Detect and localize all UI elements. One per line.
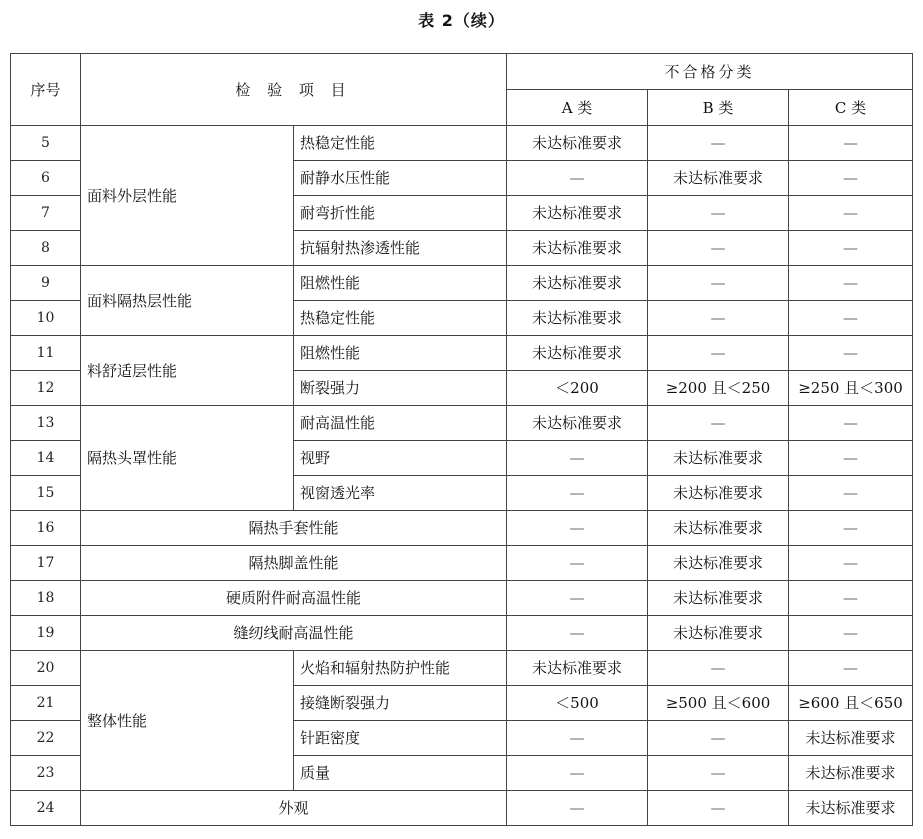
- row-number: 16: [11, 511, 81, 546]
- row-number: 15: [11, 476, 81, 511]
- class-c-cell: ≥250 且＜300: [789, 371, 913, 406]
- class-a-cell: 未达标准要求: [507, 336, 648, 371]
- class-b-cell: —: [648, 301, 789, 336]
- class-a-cell: —: [507, 581, 648, 616]
- class-a-cell: —: [507, 441, 648, 476]
- table-row: [11, 581, 913, 616]
- group-name: 整体性能: [81, 651, 294, 791]
- class-b-cell: —: [648, 196, 789, 231]
- row-number: 12: [11, 371, 81, 406]
- row-number: 7: [11, 196, 81, 231]
- row-number: 6: [11, 161, 81, 196]
- row-number: 24: [11, 791, 81, 826]
- class-c-cell: —: [789, 336, 913, 371]
- class-c-cell: —: [789, 161, 913, 196]
- row-number: 14: [11, 441, 81, 476]
- class-a-cell: 未达标准要求: [507, 406, 648, 441]
- table-row: [11, 336, 913, 371]
- group-name: 隔热头罩性能: [81, 406, 294, 511]
- class-b-cell: —: [648, 651, 789, 686]
- row-number: 22: [11, 721, 81, 756]
- row-number: 21: [11, 686, 81, 721]
- header-serial-no: 序号: [11, 54, 81, 126]
- class-b-cell: —: [648, 231, 789, 266]
- inspection-item: 隔热脚盖性能: [81, 546, 507, 581]
- sub-item: 火焰和辐射热防护性能: [294, 651, 507, 686]
- class-b-cell: 未达标准要求: [648, 546, 789, 581]
- class-c-cell: —: [789, 511, 913, 546]
- row-number: 23: [11, 756, 81, 791]
- class-b-cell: —: [648, 721, 789, 756]
- class-c-cell: —: [789, 441, 913, 476]
- sub-item: 抗辐射热渗透性能: [294, 231, 507, 266]
- sub-item: 质量: [294, 756, 507, 791]
- sub-item: 断裂强力: [294, 371, 507, 406]
- class-a-cell: —: [507, 546, 648, 581]
- class-c-cell: —: [789, 196, 913, 231]
- row-number: 10: [11, 301, 81, 336]
- class-a-cell: 未达标准要求: [507, 126, 648, 161]
- class-c-cell: —: [789, 581, 913, 616]
- class-b-cell: 未达标准要求: [648, 581, 789, 616]
- table-row: [11, 791, 913, 826]
- class-b-cell: —: [648, 266, 789, 301]
- table-row: [11, 511, 913, 546]
- class-b-cell: 未达标准要求: [648, 616, 789, 651]
- group-name: 面料外层性能: [81, 126, 294, 266]
- class-a-cell: ＜500: [507, 686, 648, 721]
- class-c-cell: 未达标准要求: [789, 791, 913, 826]
- row-number: 11: [11, 336, 81, 371]
- class-a-cell: —: [507, 756, 648, 791]
- sub-item: 耐静水压性能: [294, 161, 507, 196]
- class-c-cell: —: [789, 406, 913, 441]
- class-b-cell: —: [648, 756, 789, 791]
- sub-item: 接缝断裂强力: [294, 686, 507, 721]
- inspection-item: 外观: [81, 791, 507, 826]
- class-b-cell: —: [648, 791, 789, 826]
- sub-item: 耐高温性能: [294, 406, 507, 441]
- class-b-cell: 未达标准要求: [648, 476, 789, 511]
- class-b-cell: 未达标准要求: [648, 441, 789, 476]
- class-a-cell: —: [507, 616, 648, 651]
- table-row: [11, 266, 913, 301]
- class-c-cell: ≥600 且＜650: [789, 686, 913, 721]
- class-a-cell: —: [507, 161, 648, 196]
- row-number: 17: [11, 546, 81, 581]
- table-row: [11, 651, 913, 686]
- class-c-cell: 未达标准要求: [789, 721, 913, 756]
- row-number: 9: [11, 266, 81, 301]
- class-a-cell: 未达标准要求: [507, 301, 648, 336]
- header-class-c: C 类: [789, 90, 913, 126]
- header-nonconformity-class: 不合格分类: [507, 54, 913, 90]
- class-c-cell: —: [789, 231, 913, 266]
- class-c-cell: —: [789, 301, 913, 336]
- sub-item: 阻燃性能: [294, 266, 507, 301]
- table-row: [11, 126, 913, 161]
- nonconformity-classification-table: [10, 53, 913, 826]
- class-a-cell: —: [507, 511, 648, 546]
- class-c-cell: —: [789, 266, 913, 301]
- class-b-cell: —: [648, 336, 789, 371]
- sub-item: 针距密度: [294, 721, 507, 756]
- sub-item: 视野: [294, 441, 507, 476]
- class-a-cell: 未达标准要求: [507, 196, 648, 231]
- class-a-cell: 未达标准要求: [507, 651, 648, 686]
- class-a-cell: —: [507, 721, 648, 756]
- class-c-cell: —: [789, 126, 913, 161]
- row-number: 19: [11, 616, 81, 651]
- inspection-item: 缝纫线耐高温性能: [81, 616, 507, 651]
- row-number: 8: [11, 231, 81, 266]
- row-number: 20: [11, 651, 81, 686]
- class-b-cell: —: [648, 126, 789, 161]
- class-c-cell: —: [789, 546, 913, 581]
- sub-item: 阻燃性能: [294, 336, 507, 371]
- table-caption: 表 2（续）: [418, 11, 505, 30]
- class-b-cell: 未达标准要求: [648, 511, 789, 546]
- header-class-a: A 类: [507, 90, 648, 126]
- class-c-cell: —: [789, 616, 913, 651]
- class-b-cell: ≥500 且＜600: [648, 686, 789, 721]
- sub-item: 耐弯折性能: [294, 196, 507, 231]
- class-c-cell: —: [789, 651, 913, 686]
- group-name: 面料隔热层性能: [81, 266, 294, 336]
- inspection-item: 隔热手套性能: [81, 511, 507, 546]
- class-a-cell: 未达标准要求: [507, 231, 648, 266]
- class-a-cell: ＜200: [507, 371, 648, 406]
- class-a-cell: —: [507, 791, 648, 826]
- class-b-cell: —: [648, 406, 789, 441]
- sub-item: 热稳定性能: [294, 126, 507, 161]
- table-row: [11, 406, 913, 441]
- class-b-cell: 未达标准要求: [648, 161, 789, 196]
- table-row: [11, 616, 913, 651]
- sub-item: 视窗透光率: [294, 476, 507, 511]
- group-name: 料舒适层性能: [81, 336, 294, 406]
- inspection-item: 硬质附件耐高温性能: [81, 581, 507, 616]
- class-a-cell: 未达标准要求: [507, 266, 648, 301]
- row-number: 5: [11, 126, 81, 161]
- sub-item: 热稳定性能: [294, 301, 507, 336]
- class-c-cell: 未达标准要求: [789, 756, 913, 791]
- class-b-cell: ≥200 且＜250: [648, 371, 789, 406]
- table-row: [11, 546, 913, 581]
- header-class-b: B 类: [648, 90, 789, 126]
- class-a-cell: —: [507, 476, 648, 511]
- row-number: 13: [11, 406, 81, 441]
- header-inspection-item: 检 验 项 目: [81, 54, 507, 126]
- class-c-cell: —: [789, 476, 913, 511]
- row-number: 18: [11, 581, 81, 616]
